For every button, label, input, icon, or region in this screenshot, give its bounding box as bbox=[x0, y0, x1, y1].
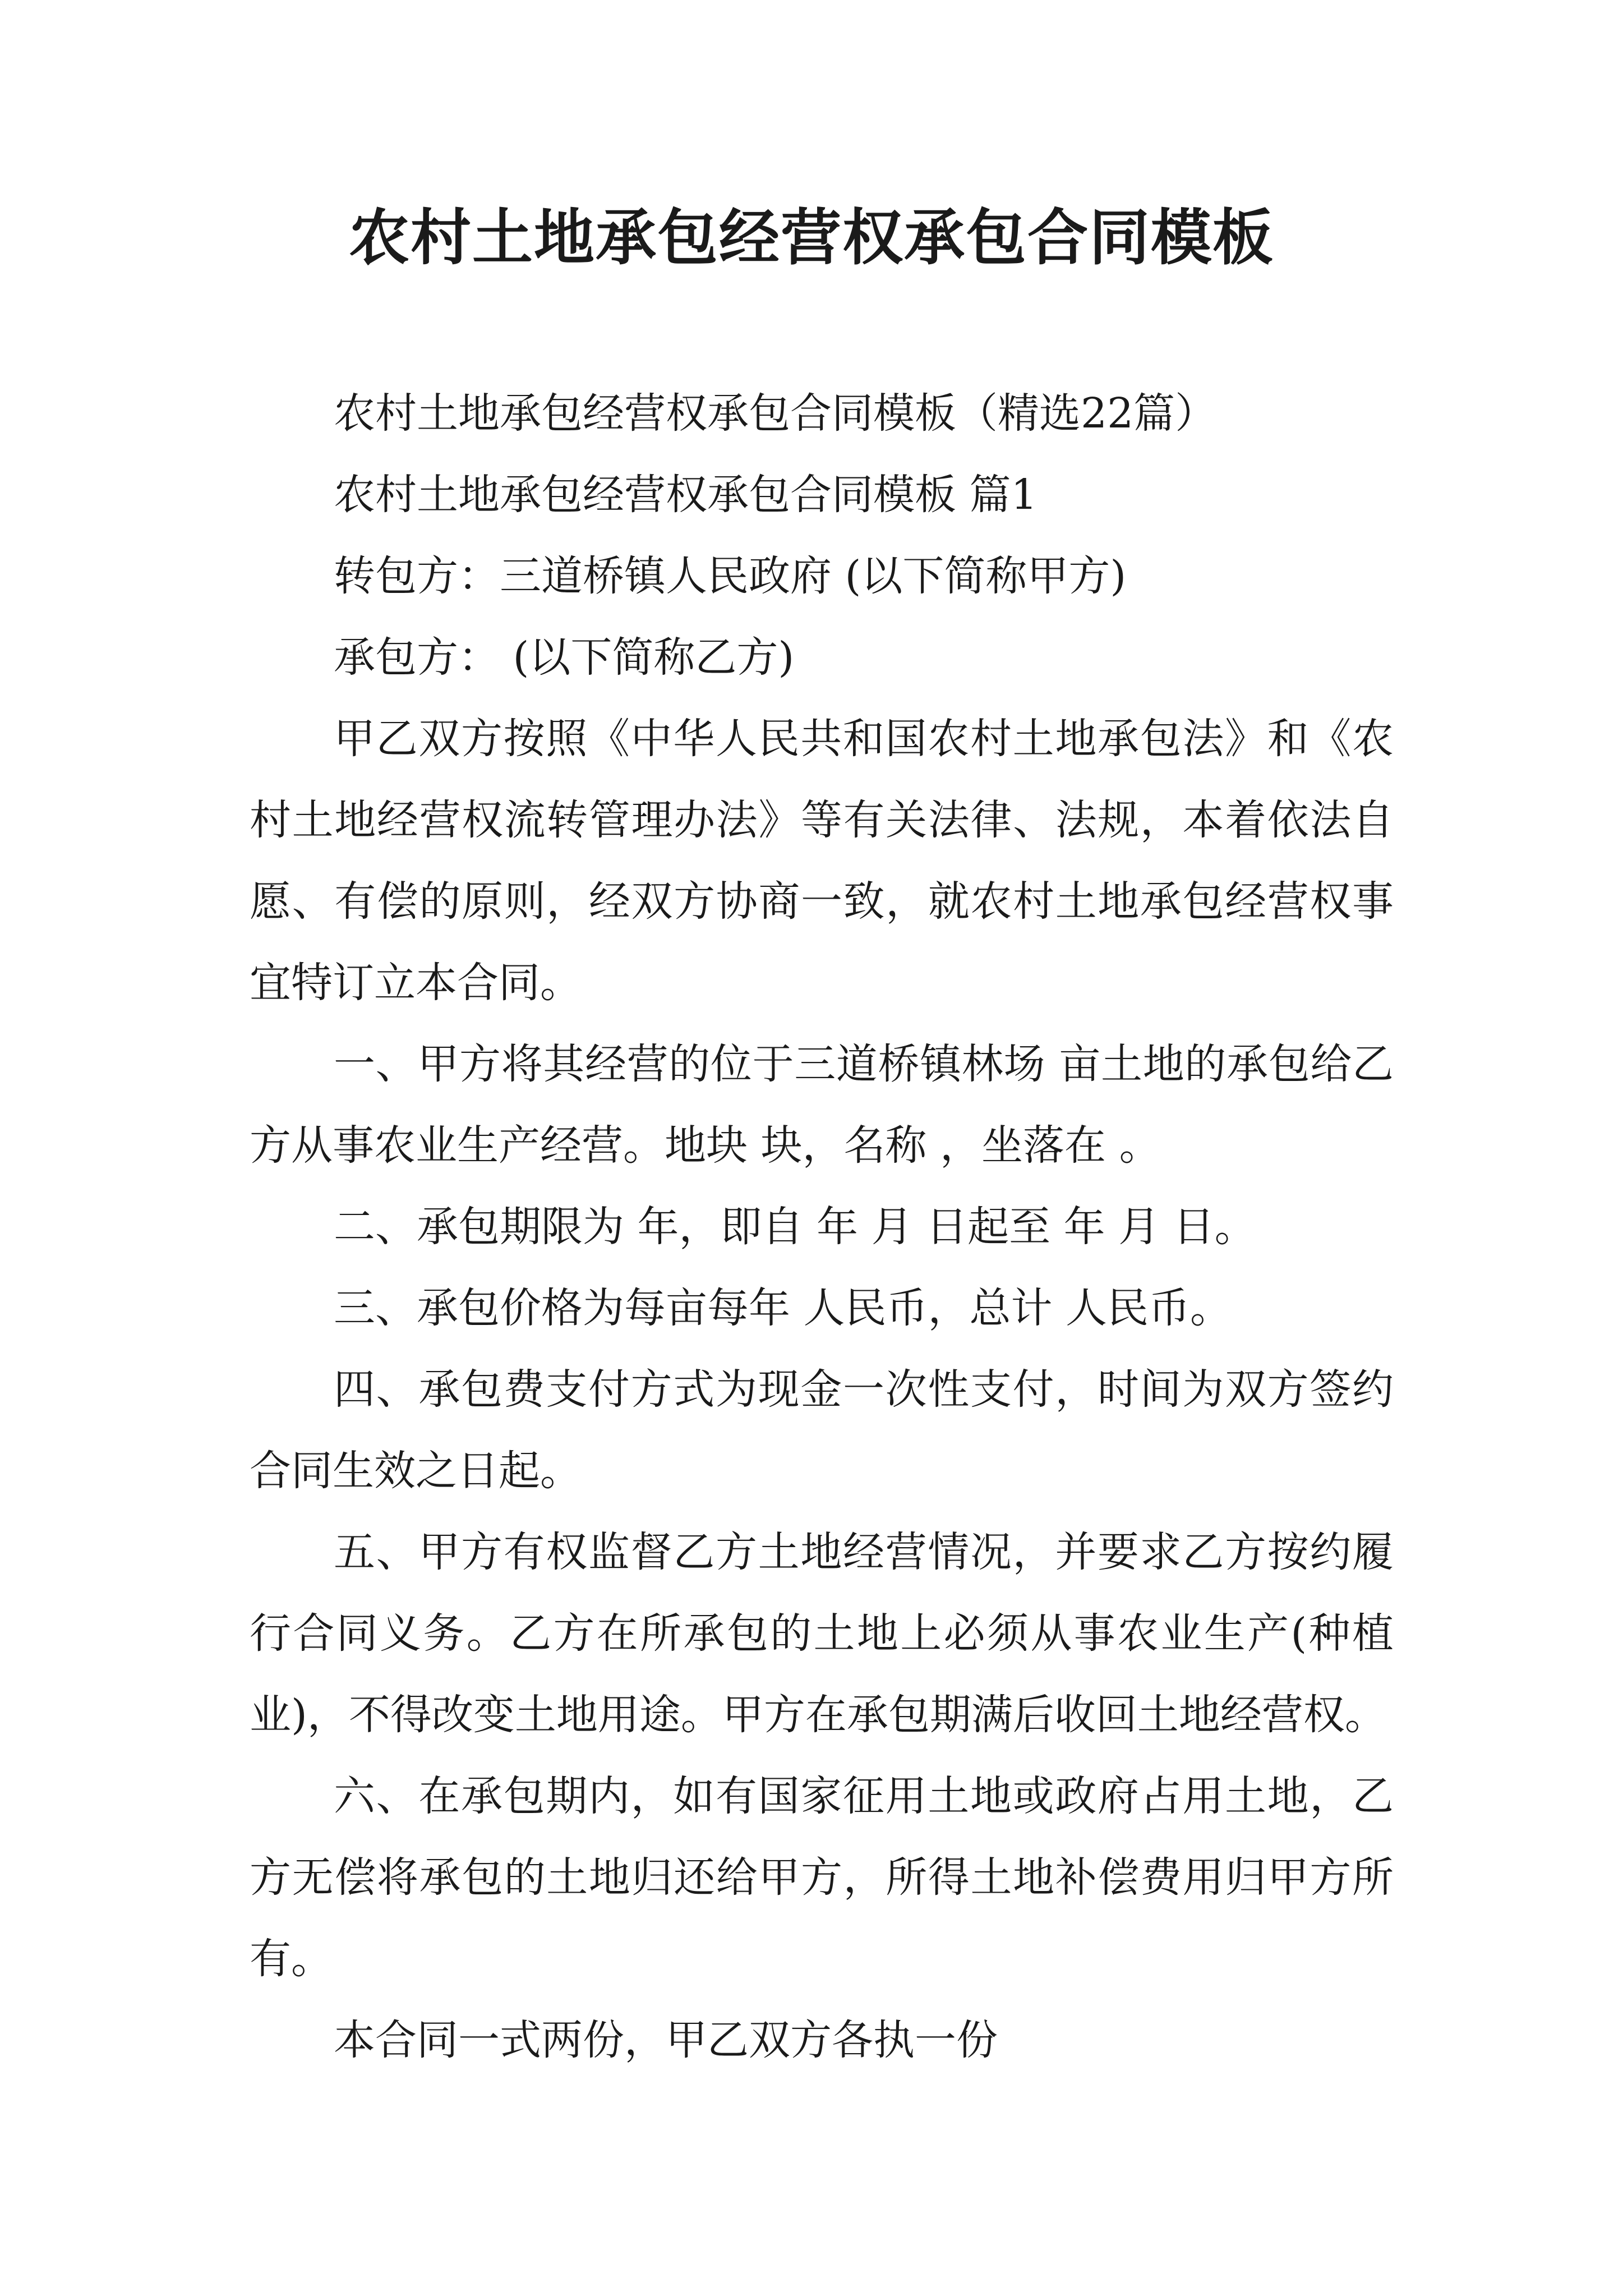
subtitle-paragraph: 农村土地承包经营权承包合同模板（精选22篇） bbox=[334, 389, 1217, 438]
party-a-line: 转包方：三道桥镇人民政府 (以下简称甲方) bbox=[334, 552, 1127, 600]
clause-2: 二、承包期限为 年，即自 年 月 日起至 年 月 日。 bbox=[334, 1203, 1256, 1251]
clause-4: 四、承包费支付方式为现金一次性支付，时间为双方签约合同生效之日起。 bbox=[250, 1365, 1394, 1495]
clause-3: 三、承包价格为每亩每年 人民币，总计 人民币。 bbox=[334, 1284, 1232, 1332]
party-b-line: 承包方： (以下简称乙方) bbox=[334, 633, 795, 682]
closing-paragraph: 本合同一式两份，甲乙双方各执一份 bbox=[334, 2016, 998, 2064]
clause-1: 一、甲方将其经营的位于三道桥镇林场 亩土地的承包给乙方从事农业生产经营。地块 块，名称 ，坐落在 。 bbox=[250, 1040, 1394, 1170]
clause-5: 五、甲方有权监督乙方土地经营情况，并要求乙方按约履行合同义务。乙方在所承包的土地上必须从事农业生产(种植业)，不得改变土地用途。甲方在承包期满后收回土地经营权。 bbox=[250, 1528, 1394, 1739]
clause-6: 六、在承包期内，如有国家征用土地或政府占用土地，乙方无偿将承包的土地归还给甲方，所得土地补偿费用归甲方所有。 bbox=[250, 1772, 1394, 1983]
document-body bbox=[250, 373, 1394, 2081]
preamble-paragraph: 甲乙双方按照《中华人民共和国农村土地承包法》和《农村土地经营权流转管理办法》等有关法律、法规，本着依法自愿、有偿的原则，经双方协商一致，就农村土地承包经营权事宜特订立本合同。 bbox=[250, 715, 1394, 1007]
section-heading: 农村土地承包经营权承包合同模板 篇1 bbox=[334, 471, 1038, 519]
document-title: 农村土地承包经营权承包合同模板 bbox=[348, 203, 1274, 273]
